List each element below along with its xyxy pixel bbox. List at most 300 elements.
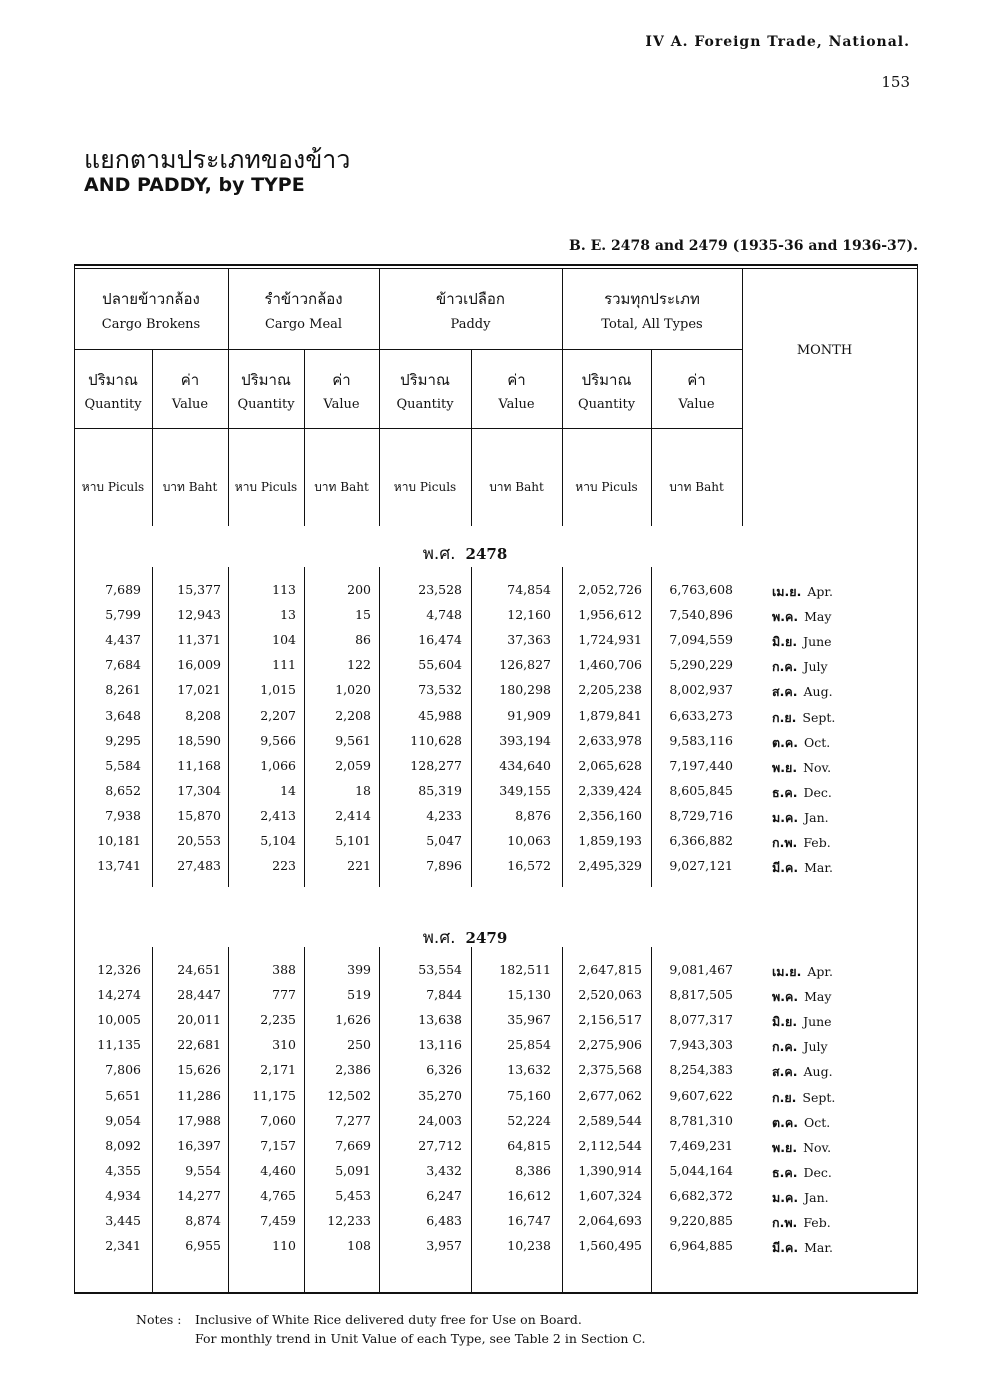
month-label: [772, 1088, 892, 1108]
table-cell: 10,063: [507, 833, 551, 848]
table-cell: 5,290,229: [669, 657, 733, 673]
table-cell: 7,689: [105, 582, 141, 597]
table-subtitle: B. E. 2478 and 2479 (1935-36 and 1936-37).: [568, 238, 918, 254]
month-label: [772, 1012, 892, 1032]
table-cell: 7,157: [260, 1137, 296, 1153]
table-cell: 15: [355, 607, 371, 623]
table-bottom-rule: [74, 1292, 918, 1294]
month-label-english: June: [803, 634, 832, 650]
table-cell: 4,460: [260, 1162, 296, 1178]
table-cell: 2,112,544: [578, 1137, 642, 1153]
table-cell: 11,135: [97, 1037, 141, 1053]
year-heading: [300, 924, 630, 951]
month-label: [772, 808, 892, 828]
table-cell: 388: [272, 962, 296, 977]
month-label: [772, 987, 892, 1007]
table-cell: 1,390,914: [578, 1162, 642, 1178]
table-cell: 2,339,424: [578, 782, 642, 798]
table-cell: 91,909: [507, 707, 551, 723]
table-cell: 2,275,906: [578, 1037, 642, 1053]
table-cell: 75,160: [507, 1087, 551, 1103]
table-cell: 2,520,063: [578, 987, 642, 1003]
table-cell: 4,934: [105, 1187, 141, 1203]
table-cell: 1,724,931: [578, 632, 642, 648]
table-cell: 1,560,495: [578, 1238, 642, 1254]
table-cell: 6,247: [426, 1187, 462, 1203]
table-cell: 8,261: [105, 682, 141, 698]
table-cell: 7,938: [105, 807, 141, 823]
month-label: [772, 733, 892, 753]
table-cell: 2,589,544: [578, 1112, 642, 1128]
table-cell: 8,605,845: [669, 782, 733, 798]
table-cell: 3,957: [426, 1238, 462, 1254]
table-cell: 349,155: [499, 782, 551, 798]
table-cell: 85,319: [418, 782, 462, 798]
table-cell: 5,101: [335, 833, 371, 848]
table-cell: 8,077,317: [669, 1012, 733, 1028]
table-cell: 11,168: [177, 757, 221, 773]
group-label-thai: ข้าวเปลือก: [435, 290, 506, 308]
quantity-label-thai: ปริมาณ: [88, 371, 138, 389]
table-cell: 10,181: [97, 833, 141, 848]
table-cell: 7,806: [105, 1062, 141, 1078]
table-cell: 7,060: [260, 1112, 296, 1128]
month-label-english: Jan.: [804, 809, 829, 825]
table-cell: 2,235: [260, 1012, 296, 1028]
table-cell: 13,638: [418, 1012, 462, 1028]
table-cell: 6,682,372: [669, 1187, 733, 1203]
table-cell: 35,270: [418, 1087, 462, 1103]
table-cell: 37,363: [507, 632, 551, 648]
month-label: [772, 962, 892, 982]
notes-label: Notes :: [136, 1312, 182, 1327]
unit-piculs: หาบ Piculs: [575, 480, 638, 494]
month-label-thai: เม.ย.: [772, 584, 802, 599]
table-cell: 4,355: [105, 1162, 141, 1178]
table-cell: 2,059: [335, 757, 371, 773]
table-cell: 18,590: [177, 732, 221, 748]
month-label-english: Nov.: [803, 1139, 832, 1155]
table-cell: 17,988: [177, 1112, 221, 1128]
page-title: AND PADDY, by TYPE: [84, 174, 305, 196]
table-cell: 9,220,885: [669, 1213, 733, 1228]
table-cell: 9,566: [260, 732, 296, 748]
table-cell: 1,066: [260, 757, 296, 773]
month-label-english: Apr.: [807, 584, 833, 599]
quantity-label: Quantity: [237, 397, 295, 412]
table-cell: 52,224: [507, 1112, 551, 1128]
month-label: [772, 1213, 892, 1233]
table-cell: 17,304: [177, 782, 221, 798]
table-cell: 9,081,467: [669, 962, 733, 977]
table-cell: 55,604: [418, 657, 462, 673]
table-cell: 6,483: [426, 1213, 462, 1228]
table-cell: 9,295: [105, 732, 141, 748]
table-cell: 7,197,440: [669, 757, 733, 773]
table-cell: 2,205,238: [578, 682, 642, 698]
table-cell: 2,414: [335, 807, 371, 823]
month-label-english: May: [804, 989, 832, 1005]
month-label: [772, 682, 892, 702]
month-label-english: Aug.: [803, 684, 833, 700]
month-label-english: Dec.: [803, 784, 832, 800]
table-cell: 3,445: [105, 1213, 141, 1228]
table-cell: 1,859,193: [578, 833, 642, 848]
group-label: Paddy: [450, 317, 491, 332]
table-cell: 27,712: [418, 1137, 462, 1153]
group-label-thai: ปลายข้าวกล้อง: [102, 290, 200, 308]
table-cell: 2,208: [335, 707, 371, 723]
page-number: 153: [881, 73, 910, 91]
unit-piculs: หาบ Piculs: [234, 480, 298, 494]
table-cell: 2,647,815: [578, 962, 642, 977]
table-cell: 12,233: [327, 1213, 371, 1228]
month-label: [772, 1062, 892, 1082]
month-label-english: Dec.: [803, 1164, 832, 1180]
table-cell: 6,633,273: [669, 707, 733, 723]
table-cell: 2,356,160: [578, 807, 642, 823]
page-title-thai: แยกตามประเภทของข้าว: [84, 145, 351, 174]
table-cell: 15,377: [177, 582, 221, 597]
table-cell: 8,874: [185, 1213, 221, 1228]
table-cell: 9,554: [185, 1162, 221, 1178]
table-cell: 5,453: [335, 1187, 371, 1203]
month-label: [772, 632, 892, 652]
unit-baht: บาท Baht: [489, 480, 544, 494]
month-label-thai: ต.ค.: [772, 1114, 798, 1130]
table-cell: 3,432: [426, 1162, 462, 1178]
unit-baht: บาท Baht: [314, 480, 369, 494]
table-cell: 2,065,628: [578, 757, 642, 773]
table-cell: 2,677,062: [578, 1087, 642, 1103]
table-cell: 15,130: [507, 987, 551, 1003]
table-cell: 8,386: [515, 1162, 551, 1178]
month-label-english: Sept.: [802, 709, 836, 725]
table-cell: 73,532: [418, 682, 462, 698]
table-cell: 17,021: [177, 682, 221, 698]
table-cell: 1,956,612: [578, 607, 642, 623]
table-cell: 11,371: [177, 632, 221, 648]
group-divider: [742, 268, 743, 526]
table-cell: 13,632: [507, 1062, 551, 1078]
table-cell: 122: [347, 657, 371, 673]
month-label-english: Mar.: [804, 1240, 833, 1256]
year-heading: [300, 540, 630, 567]
month-label-english: Nov.: [803, 759, 832, 775]
month-label-thai: พ.ค.: [772, 989, 799, 1005]
table-cell: 15,870: [177, 807, 221, 823]
table-cell: 2,413: [260, 807, 296, 823]
table-cell: 8,002,937: [669, 682, 733, 698]
table-cell: 20,011: [177, 1012, 221, 1028]
header-rule: [74, 428, 742, 429]
table-cell: 18: [355, 782, 371, 798]
month-label: [772, 1113, 892, 1133]
note-line-1: Inclusive of White Rice delivered duty free for Use on Board.: [195, 1312, 582, 1327]
table-cell: 7,844: [426, 987, 462, 1003]
table-cell: 5,047: [426, 833, 462, 848]
table-cell: 2,633,978: [578, 732, 642, 748]
month-label-thai: ธ.ค.: [772, 784, 798, 800]
month-label-english: Jan.: [804, 1189, 829, 1205]
table-cell: 20,553: [177, 833, 221, 848]
table-cell: 5,799: [105, 607, 141, 623]
table-cell: 9,583,116: [669, 732, 733, 748]
table-cell: 7,277: [335, 1112, 371, 1128]
month-label-english: Aug.: [803, 1064, 833, 1080]
table-cell: 4,233: [426, 807, 462, 823]
group-label-thai: รวมทุกประเภท: [604, 290, 700, 308]
running-header: IV A. Foreign Trade, National.: [645, 34, 910, 50]
month-label-english: Oct.: [803, 734, 831, 750]
table-cell: 27,483: [177, 858, 221, 874]
table-cell: 113: [272, 582, 296, 597]
value-label: Value: [171, 397, 209, 412]
table-cell: 2,171: [260, 1062, 296, 1078]
table-cell: 10,238: [507, 1238, 551, 1254]
year-heading-number: 2478: [465, 545, 508, 563]
table-cell: 14,274: [97, 987, 141, 1003]
table-cell: 16,397: [177, 1137, 221, 1153]
table-cell: 28,447: [177, 987, 221, 1003]
table-cell: 2,207: [260, 707, 296, 723]
month-label-thai: ก.พ.: [772, 835, 798, 850]
table-right-rule: [917, 264, 918, 1294]
table-top-rule-thin: [74, 268, 918, 269]
quantity-label-thai: ปริมาณ: [400, 371, 450, 389]
table-cell: 1,626: [335, 1012, 371, 1028]
table-cell: 74,854: [507, 582, 551, 597]
table-cell: 16,474: [418, 632, 462, 648]
table-cell: 11,286: [177, 1087, 221, 1103]
month-label-english: July: [803, 659, 828, 675]
month-label: [772, 783, 892, 803]
table-cell: 15,626: [177, 1062, 221, 1078]
table-cell: 9,561: [335, 732, 371, 748]
month-label-thai: พ.ย.: [772, 759, 798, 775]
value-label-thai: ค่า: [507, 371, 526, 389]
table-cell: 126,827: [499, 657, 551, 673]
table-cell: 7,469,231: [669, 1137, 733, 1153]
month-label-thai: ก.ย.: [772, 709, 797, 725]
table-cell: 4,437: [105, 632, 141, 648]
month-label-english: Oct.: [803, 1114, 831, 1130]
table-cell: 4,765: [260, 1187, 296, 1203]
month-label-thai: พ.ค.: [772, 609, 799, 625]
value-label-thai: ค่า: [687, 371, 706, 389]
month-label: [772, 657, 892, 677]
table-cell: 393,194: [499, 732, 551, 748]
table-cell: 111: [272, 657, 296, 673]
table-cell: 200: [347, 582, 371, 597]
table-cell: 128,277: [410, 757, 462, 773]
table-cell: 1,015: [260, 682, 296, 698]
table-cell: 7,943,303: [669, 1037, 733, 1053]
year-heading-thai: พ.ศ.: [422, 544, 456, 564]
table-cell: 519: [347, 987, 371, 1003]
month-label-thai: พ.ย.: [772, 1139, 798, 1155]
month-label: [772, 758, 892, 778]
group-label: Total, All Types: [601, 317, 703, 332]
table-cell: 399: [347, 962, 371, 977]
table-cell: 7,669: [335, 1137, 371, 1153]
table-cell: 2,386: [335, 1062, 371, 1078]
table-cell: 86: [355, 632, 371, 648]
table-cell: 14,277: [177, 1187, 221, 1203]
month-label: [772, 1037, 892, 1057]
table-cell: 12,160: [507, 607, 551, 623]
month-label: [772, 1188, 892, 1208]
table-cell: 2,495,329: [578, 858, 642, 874]
table-cell: 16,009: [177, 657, 221, 673]
group-label-thai: รำข้าวกล้อง: [264, 290, 343, 308]
table-cell: 16,572: [507, 858, 551, 874]
table-cell: 250: [347, 1037, 371, 1053]
table-cell: 12,943: [177, 607, 221, 623]
table-cell: 7,094,559: [669, 632, 733, 648]
table-cell: 12,502: [327, 1087, 371, 1103]
year-heading-number: 2479: [465, 929, 508, 947]
month-label-thai: ก.ย.: [772, 1089, 797, 1105]
month-label-thai: ม.ค.: [772, 809, 799, 825]
unit-baht: บาท Baht: [162, 480, 218, 494]
month-label-thai: มี.ค.: [772, 1240, 799, 1256]
table-cell: 180,298: [499, 682, 551, 698]
month-label-english: Feb.: [803, 835, 831, 850]
table-cell: 2,064,693: [578, 1213, 642, 1228]
month-label: [772, 1138, 892, 1158]
table-cell: 5,044,164: [669, 1162, 733, 1178]
table-cell: 104: [272, 632, 296, 648]
table-cell: 16,747: [507, 1213, 551, 1228]
month-label-thai: เม.ย.: [772, 964, 802, 979]
table-cell: 13: [280, 607, 296, 623]
table-cell: 8,092: [105, 1137, 141, 1153]
value-label: Value: [678, 397, 715, 412]
table-cell: 13,741: [97, 858, 141, 874]
table-cell: 35,967: [507, 1012, 551, 1028]
table-cell: 24,651: [177, 962, 221, 977]
quantity-label: Quantity: [396, 397, 454, 412]
month-label: [772, 1163, 892, 1183]
month-label-thai: ส.ค.: [772, 1064, 798, 1080]
table-cell: 6,366,882: [669, 833, 733, 848]
quantity-label-thai: ปริมาณ: [581, 371, 632, 389]
group-label: Cargo Meal: [264, 317, 343, 332]
month-label: [772, 833, 892, 853]
table-cell: 182,511: [499, 962, 551, 977]
table-cell: 45,988: [418, 707, 462, 723]
table-cell: 22,681: [177, 1037, 221, 1053]
value-label: Value: [498, 397, 535, 412]
table-cell: 9,054: [105, 1112, 141, 1128]
month-label-english: Mar.: [804, 860, 833, 876]
month-label-thai: ม.ค.: [772, 1189, 799, 1205]
month-label: [772, 708, 892, 728]
table-cell: 6,955: [185, 1238, 221, 1254]
month-label-english: June: [803, 1014, 832, 1030]
month-label-english: July: [803, 1039, 828, 1055]
group-label: Cargo Brokens: [101, 317, 201, 332]
month-label-thai: ก.ค.: [772, 659, 798, 675]
quantity-label-thai: ปริมาณ: [241, 371, 291, 389]
table-cell: 8,876: [515, 807, 551, 823]
month-label: [772, 858, 892, 878]
table-cell: 221: [347, 858, 371, 874]
table-cell: 4,748: [426, 607, 462, 623]
month-label-thai: ก.ค.: [772, 1039, 798, 1055]
table-cell: 1,607,324: [578, 1187, 642, 1203]
table-cell: 24,003: [418, 1112, 462, 1128]
month-label-thai: ก.พ.: [772, 1215, 798, 1230]
table-cell: 64,815: [507, 1137, 551, 1153]
month-header: MONTH: [796, 343, 853, 358]
value-label-thai: ค่า: [180, 371, 200, 389]
table-cell: 223: [272, 858, 296, 874]
table-cell: 10,005: [97, 1012, 141, 1028]
table-cell: 108: [347, 1238, 371, 1254]
table-cell: 3,648: [105, 707, 141, 723]
note-line-2: For monthly trend in Unit Value of each Type, see Table 2 in Section C.: [195, 1331, 646, 1346]
month-label-thai: ส.ค.: [772, 684, 798, 700]
table-cell: 8,652: [105, 782, 141, 798]
table-cell: 434,640: [499, 757, 551, 773]
table-cell: 1,879,841: [578, 707, 642, 723]
value-label-thai: ค่า: [332, 371, 351, 389]
month-label: [772, 1238, 892, 1258]
table-cell: 110: [272, 1238, 296, 1254]
table-cell: 7,684: [105, 657, 141, 673]
table-cell: 6,964,885: [669, 1238, 733, 1254]
table-cell: 25,854: [507, 1037, 551, 1053]
table-cell: 9,607,622: [669, 1087, 733, 1103]
table-cell: 8,208: [185, 707, 221, 723]
month-label-english: Sept.: [802, 1089, 836, 1105]
month-label-english: May: [804, 609, 832, 625]
table-cell: 8,781,310: [669, 1112, 733, 1128]
table-cell: 7,896: [426, 858, 462, 874]
month-label-thai: มี.ค.: [772, 860, 799, 876]
table-cell: 2,375,568: [578, 1062, 642, 1078]
month-label-english: Feb.: [803, 1215, 831, 1230]
unit-baht: บาท Baht: [669, 480, 724, 494]
table-cell: 310: [272, 1037, 296, 1053]
table-cell: 5,651: [105, 1087, 141, 1103]
month-label: [772, 582, 892, 602]
month-label: [772, 607, 892, 627]
table-cell: 1,020: [335, 682, 371, 698]
table-cell: 8,254,383: [669, 1062, 733, 1078]
table-top-rule: [74, 264, 918, 266]
table-cell: 110,628: [410, 732, 462, 748]
table-cell: 8,817,505: [669, 987, 733, 1003]
unit-piculs: หาบ Piculs: [81, 480, 145, 494]
table-cell: 1,460,706: [578, 657, 642, 673]
table-cell: 2,341: [105, 1238, 141, 1254]
table-cell: 5,584: [105, 757, 141, 773]
month-label-thai: มิ.ย.: [772, 1014, 798, 1030]
table-cell: 8,729,716: [669, 807, 733, 823]
month-label-thai: ต.ค.: [772, 734, 798, 750]
unit-piculs: หาบ Piculs: [393, 480, 457, 494]
table-cell: 13,116: [418, 1037, 462, 1053]
table-cell: 7,540,896: [669, 607, 733, 623]
year-heading-thai: พ.ศ.: [422, 928, 456, 948]
table-cell: 16,612: [507, 1187, 551, 1203]
table-cell: 11,175: [252, 1087, 296, 1103]
quantity-label: Quantity: [577, 397, 636, 412]
month-label-thai: ธ.ค.: [772, 1164, 798, 1180]
